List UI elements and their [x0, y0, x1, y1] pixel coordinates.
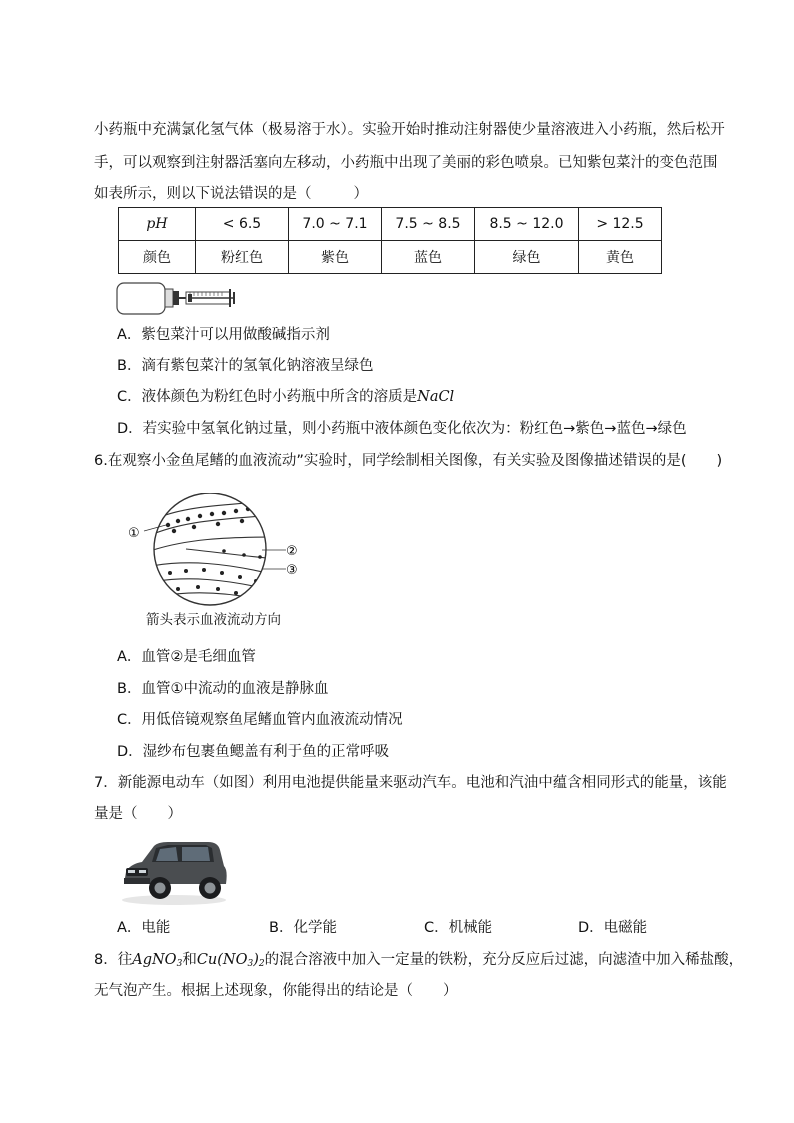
ph-color-table — [118, 207, 662, 274]
cuno32-formula: $Cu(NO_3)_2$ — [196, 952, 265, 969]
vessel-label-2: ② — [286, 544, 298, 559]
q5-stem-line2: 手，可以观察到注射器活塞向左移动，小药瓶中出现了美丽的彩色喷泉。已知紫包菜汁的变色范围 — [94, 155, 718, 171]
q7-stem-line1: 7．新能源电动车（如图）利用电池提供能量来驱动汽车。电池和汽油中蕴含相同形式的能量，该能 — [94, 775, 727, 791]
q5-option-d: D．若实验中氢氧化钠过量，则小药瓶中液体颜色变化依次为：粉红色→紫色→蓝色→绿色 — [117, 421, 687, 437]
q6-stem: 6.在观察小金鱼尾鳍的血液流动”实验时，同学绘制相关图像，有关实验及图像描述错误的是( ) — [94, 453, 723, 469]
table-header-cell: pH — [119, 208, 196, 241]
vessel-label-3: ③ — [286, 563, 298, 578]
q6-option-a: A．血管②是毛细血管 — [117, 649, 256, 665]
table-row — [119, 208, 662, 241]
table-cell: 紫色 — [289, 241, 382, 274]
table-cell: 蓝色 — [382, 241, 475, 274]
vessel-label-1: ① — [128, 526, 140, 541]
table-header-cell: < 6.5 — [196, 208, 289, 241]
q6-option-d: D．湿纱布包裹鱼鳃盖有利于鱼的正常呼吸 — [117, 744, 390, 760]
blood-flow-figure — [126, 493, 316, 611]
table-cell: 粉红色 — [196, 241, 289, 274]
q5-option-a: A．紫包菜汁可以用做酸碱指示剂 — [117, 327, 330, 343]
q6-option-b: B．血管①中流动的血液是静脉血 — [117, 681, 329, 697]
vial-syringe-figure — [116, 281, 242, 317]
q7-option-d: D．电磁能 — [578, 920, 648, 936]
nacl-formula: NaCl — [417, 389, 455, 405]
blood-flow-caption: 箭头表示血液流动方向 — [146, 612, 281, 628]
table-header-cell: 8.5 ~ 12.0 — [475, 208, 579, 241]
agno3-formula: AgNO$_3$ — [132, 952, 183, 969]
q7-option-b: B．化学能 — [269, 920, 337, 936]
q5-stem-line3: 如表所示，则以下说法错误的是（ ） — [94, 186, 368, 202]
q7-stem-line2: 量是（ ） — [94, 806, 182, 822]
table-header-cell: > 12.5 — [579, 208, 662, 241]
table-cell: 颜色 — [119, 241, 196, 274]
q7-option-c: C．机械能 — [424, 920, 493, 936]
table-cell: 黄色 — [579, 241, 662, 274]
electric-car-image — [116, 836, 230, 906]
q5-option-b: B．滴有紫包菜汁的氢氧化钠溶液呈绿色 — [117, 358, 374, 374]
q6-option-c: C．用低倍镜观察鱼尾鳍血管内血液流动情况 — [117, 712, 403, 728]
table-row — [119, 241, 662, 274]
table-header-cell: 7.5 ~ 8.5 — [382, 208, 475, 241]
q7-option-a: A．电能 — [117, 920, 171, 936]
table-header-cell: 7.0 ~ 7.1 — [289, 208, 382, 241]
q8-stem-line2: 无气泡产生。根据上述现象，你能得出的结论是（ ） — [94, 983, 458, 999]
q5-option-c: C．液体颜色为粉红色时小药瓶中所含的溶质是NaCl — [117, 389, 455, 405]
q8-stem-line1: 8．往AgNO$_3$和$Cu(NO_3)_2$的混合溶液中加入一定量的铁粉，充分反应后过滤，向滤渣中加入稀盐酸， — [94, 952, 744, 969]
q5-stem-line1: 小药瓶中充满氯化氢气体（极易溶于水）。实验开始时推动注射器使少量溶液进入小药瓶，然后松开 — [94, 122, 725, 138]
table-cell: 绿色 — [475, 241, 579, 274]
